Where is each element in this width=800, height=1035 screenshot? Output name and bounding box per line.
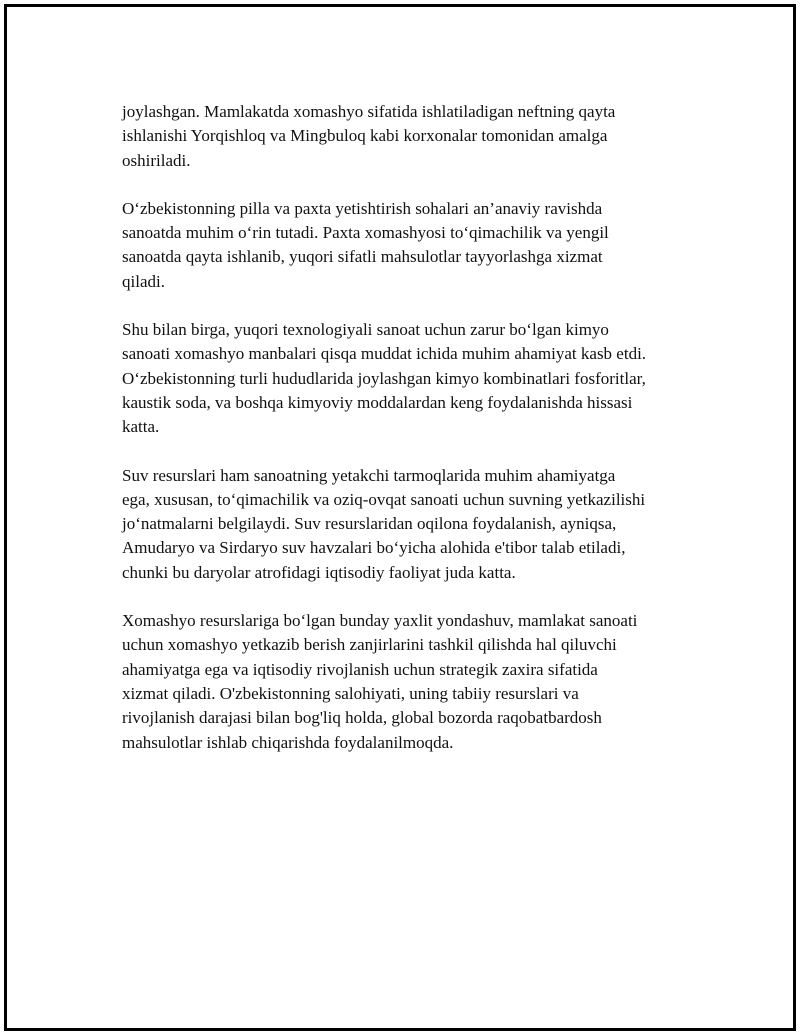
paragraph-5: Xomashyo resurslariga bo‘lgan bunday yaxlit yondashuv, mamlakat sanoati uchun xomashyo yetkazib berish zanjirlarini tashkil qilishda hal qiluvchi ahamiyatga ega va iqtisodiy rivojlanish uchun strategik zaxira sifatida xizmat qiladi. O'zbekistonning salohiyati, uning tabiiy resurslari va rivojlanish darajasi bilan bog'liq holda, global bozorda raqobatbardosh mahsulotlar ishlab chiqarishda foydalanilmoqda. <box>122 611 638 752</box>
paragraph-2: O‘zbekistonning pilla va paxta yetishtirish sohalari an’anaviy ravishda sanoatda muhim o‘rin tutadi. Paxta xomashyosi to‘qimachilik va yengil sanoatda qayta ishlanib, yuqori sifatli mahsulotlar tayyorlashga xizmat qiladi. <box>122 198 609 291</box>
paragraph-1: joylashgan. Mamlakatda xomashyo sifatida ishlatiladigan neftning qayta ishlanishi Yorqishloq va Mingbuloq kabi korxonalar tomonidan amalga oshiriladi. <box>122 102 616 170</box>
document-body <box>122 100 702 779</box>
paragraph-4: Suv resurslari ham sanoatning yetakchi tarmoqlarida muhim ahamiyatga ega, xususan, to‘qimachilik va oziq-ovqat sanoati uchun suvning yetkazilishi jo‘natmalarni belgilaydi. Suv resurslaridan oqilona foydalanish, ayniqsa, Amudaryo va Sirdaryo suv havzalari bo‘yicha alohida e'tibor talab etiladi, chunki bu daryolar atrofidagi iqtisodiy faoliyat juda katta. <box>122 465 646 582</box>
page-frame <box>4 4 796 1031</box>
paragraph-3: Shu bilan birga, yuqori texnologiyali sanoat uchun zarur bo‘lgan kimyo sanoati xomashyo manbalari qisqa muddat ichida muhim ahamiyat kasb etdi. O‘zbekistonning turli hududlarida joylashgan kimyo kombinatlari fosforitlar, kaustik soda, va boshqa kimyoviy moddalardan keng foydalanishda hissasi katta. <box>122 320 647 437</box>
